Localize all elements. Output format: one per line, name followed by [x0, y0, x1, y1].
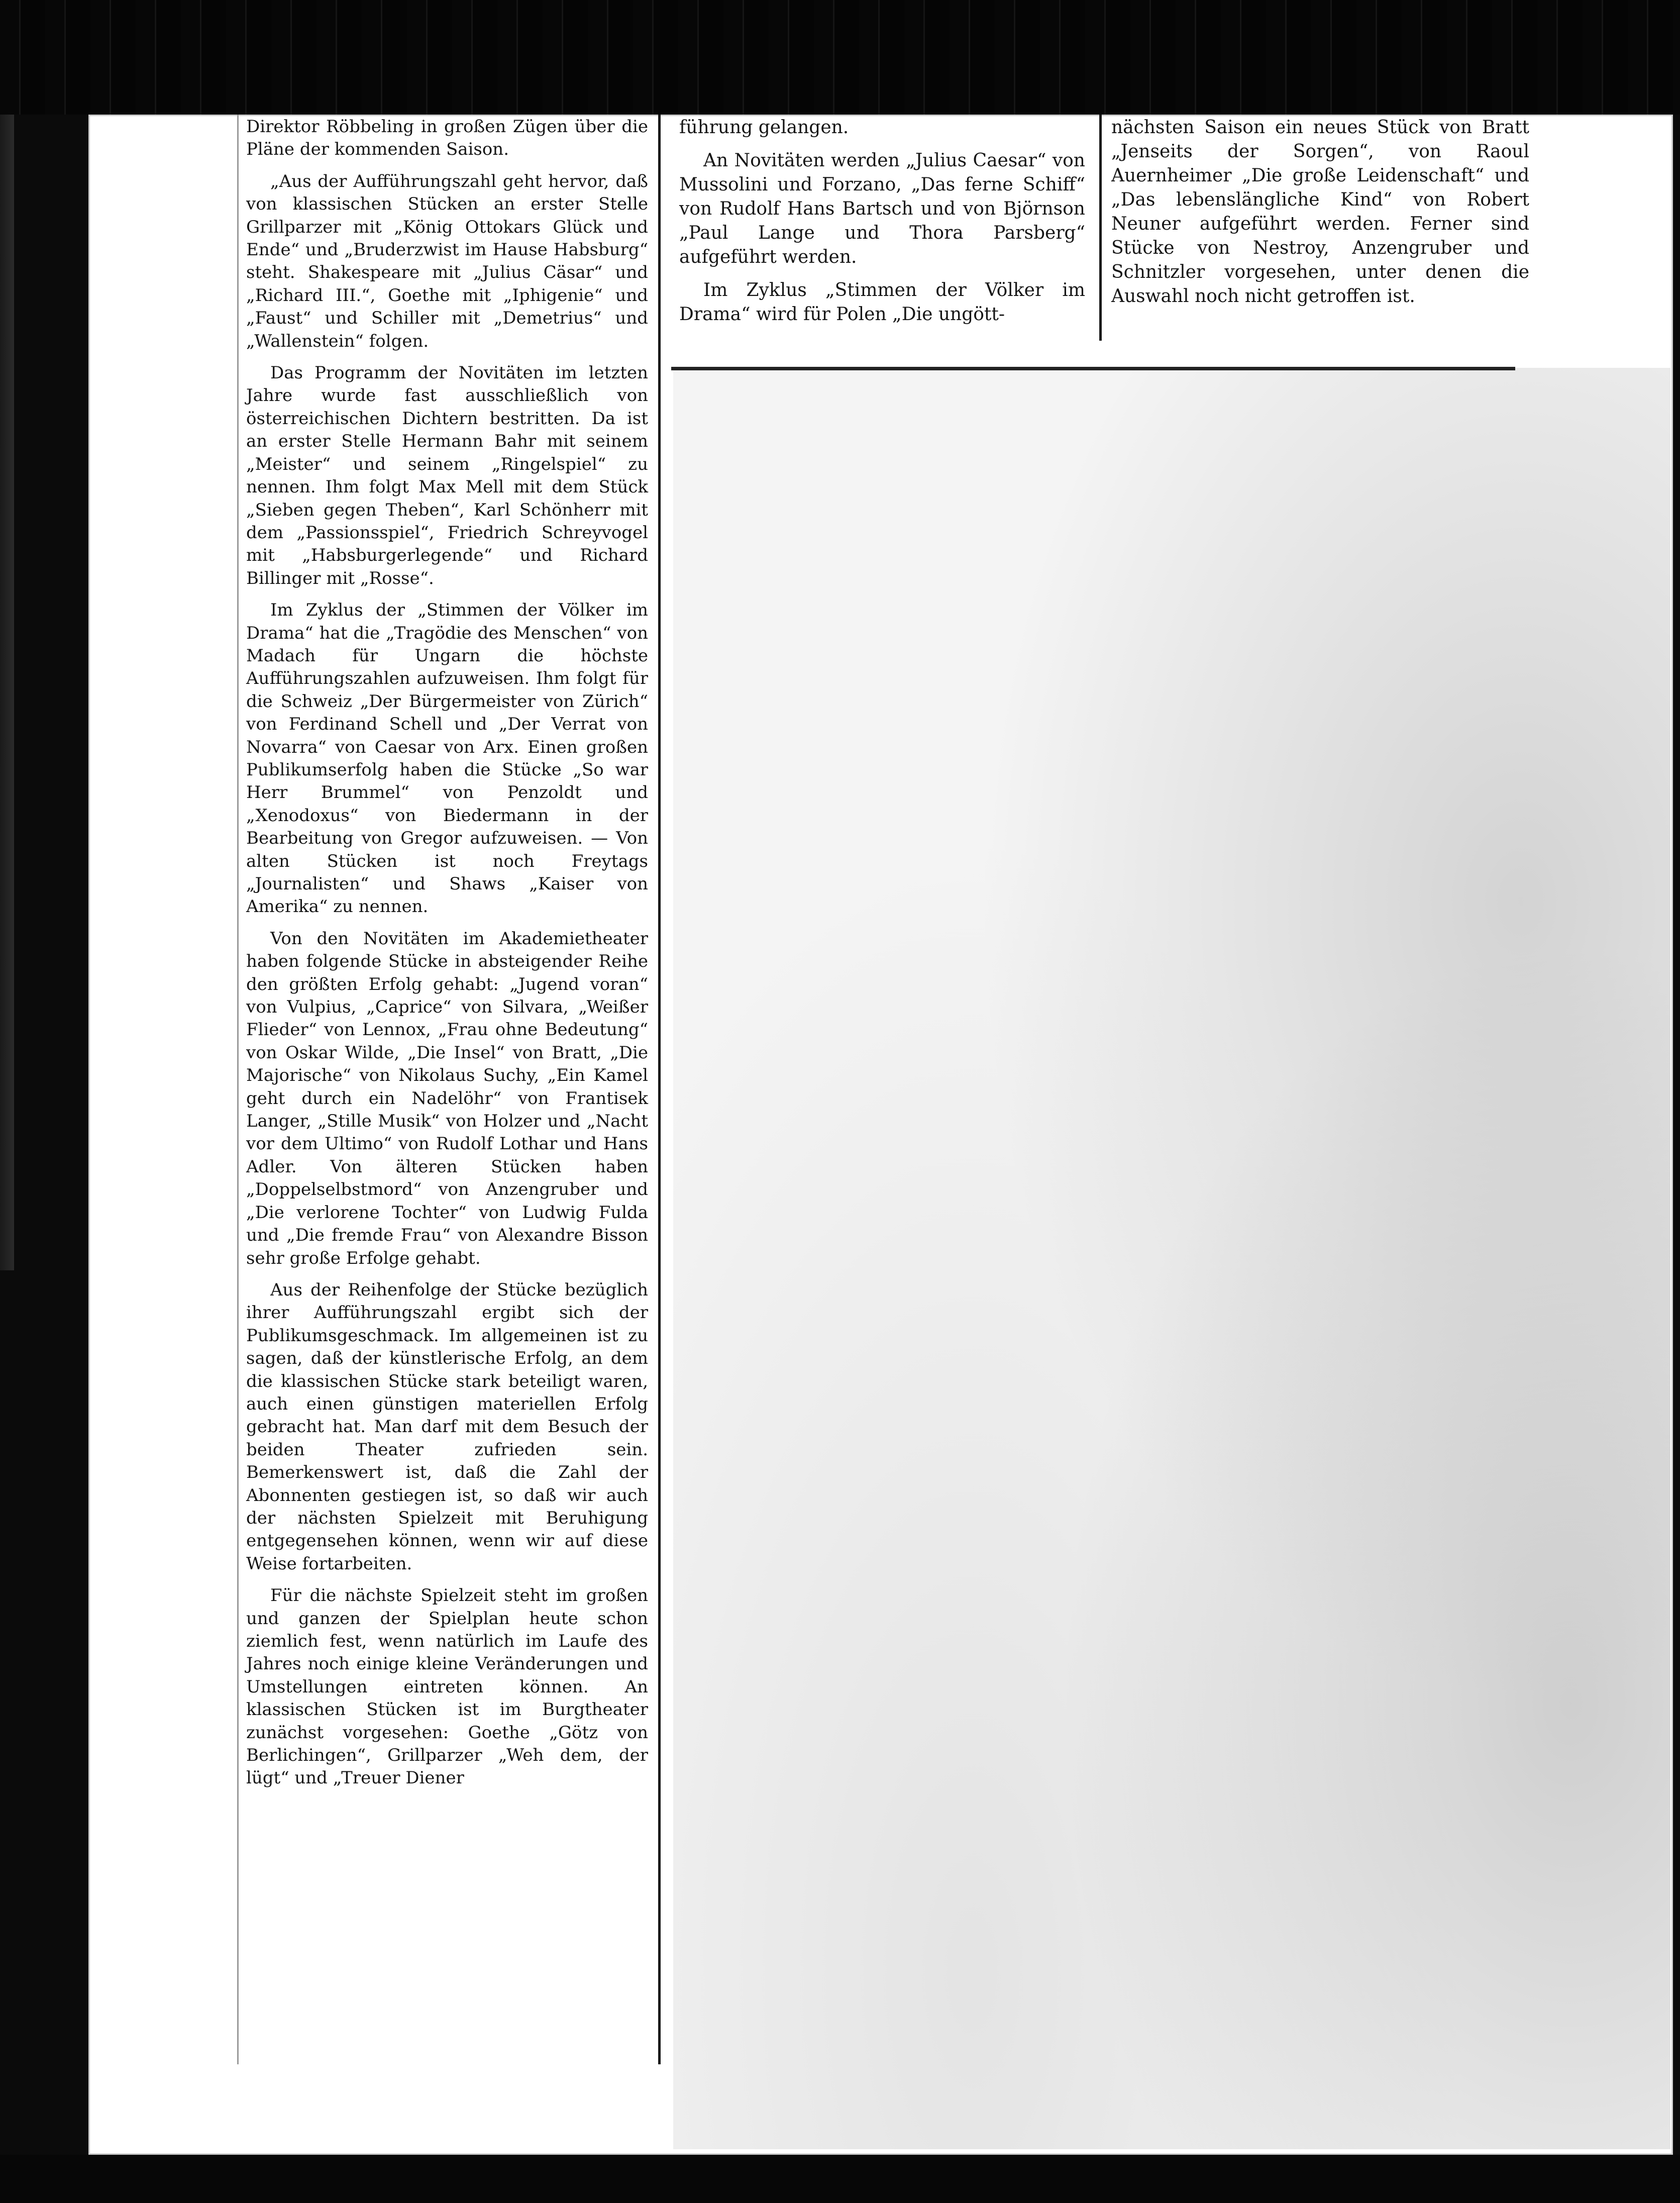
paragraph: Für die nächste Spielzeit steht im großen und ganzen der Spielplan heute schon ziemlich fest, wenn natürlich im Laufe des Jahres noch einige kleine Veränderungen und Umstellungen eintreten können. An klassischen Stücken ist im Burgtheater zunächst vorgesehen: Goethe „Götz von Berlichingen“, Grillparzer „Weh dem, der lügt“ und „Treuer Diener: [246, 1585, 648, 1788]
article-column-middle: [679, 116, 1085, 327]
paragraph: „Aus der Aufführungszahl geht hervor, daß von klassischen Stücken an erster Stelle Grillparzer mit „König Ottokars Glück und Ende“ und „Bruderzwist im Hause Habsburg“ steht. Shakespeare mit „Julius Cäsar“ und „Richard III.“, Goethe mit „Iphigenie“ und „Faust“ und Schiller mit „Demetrius“ und „Wallenstein“ folgen.: [246, 171, 648, 351]
section-rule: [671, 367, 1515, 370]
paragraph: Im Zyklus der „Stimmen der Völker im Drama“ hat die „Tragödie des Menschen“ von Madach für Ungarn die höchste Aufführungszahlen aufzuweisen. Ihm folgt für die Schweiz „Der Bürgermeister von Zürich“ von Ferdinand Schell und „Der Verrat von Novarra“ von Caesar von Arx. Einen großen Publikumserfolg haben die Stücke „So war Herr Brummel“ von Penzoldt und „Xenodoxus“ von Biedermann in der Bearbeitung von Gregor aufzuweisen. — Von alten Stücken ist noch Freytags „Journalisten“ und Shaws „Kaiser von Amerika“ zu nennen.: [246, 600, 648, 917]
scan-border-top: [0, 0, 1680, 115]
article-column-right: [1111, 116, 1529, 309]
paragraph: Direktor Röbbeling in großen Zügen über die Pläne der kommenden Saison.: [246, 117, 648, 160]
paragraph: Von den Novitäten im Akademietheater haben folgende Stücke in absteigender Reihe den größten Erfolg gehabt: „Jugend voran“ von Vulpius, „Caprice“ von Silvara, „Weißer Flieder“ von Lennox, „Frau ohne Bedeutung“ von Oskar Wilde, „Die Insel“ von Bratt, „Die Majorische“ von Nikolaus Suchy, „Ein Kamel geht durch ein Nadelöhr“ von Frantisek Langer, „Stille Musik“ von Holzer und „Nacht vor dem Ultimo“ von Rudolf Lothar und Hans Adler. Von älteren Stücken haben „Doppelselbstmord“ von Anzengruber und „Die verlorene Tochter“ von Ludwig Fulda und „Die fremde Frau“ von Alexandre Bisson sehr große Erfolge gehabt.: [246, 928, 648, 1268]
paragraph: Im Zyklus „Stimmen der Völker im Drama“ wird für Polen „Die ungött-: [679, 280, 1085, 325]
paragraph: führung gelangen.: [679, 117, 849, 138]
paragraph: Aus der Reihenfolge der Stücke bezüglich ihrer Aufführungszahl ergibt sich der Publikumsgeschmack. Im allgemeinen ist zu sagen, daß der künstlerische Erfolg, an dem die klassischen Stücke stark beteiligt waren, auch einen günstigen materiellen Erfolg gebracht hat. Man darf mit dem Besuch der beiden Theater zufrieden sein. Bemerkenswert ist, daß die Zahl der Abonnenten gestiegen ist, so daß wir auch der nächsten Spielzeit mit Beruhigung entgegensehen können, wenn wir auf diese Weise fortarbeiten.: [246, 1279, 648, 1574]
scan-border-bottom: [0, 2155, 1680, 2203]
scan-border-left: [0, 115, 14, 1270]
column-rule-right: [1099, 115, 1102, 341]
column-rule-left: [658, 115, 661, 2064]
paragraph: An Novitäten werden „Julius Caesar“ von Mussolini und Forzano, „Das ferne Schiff“ von Rudolf Hans Bartsch und von Björnson „Paul Lange und Thora Parsberg“ aufgeführt werden.: [679, 150, 1085, 267]
blank-page-area: [673, 368, 1670, 2149]
clipping-edge: [237, 115, 239, 2064]
paragraph: nächsten Saison ein neues Stück von Bratt „Jenseits der Sorgen“, von Raoul Auernheimer „Die große Leidenschaft“ und „Das lebenslängliche Kind“ von Robert Neuner aufgeführt werden. Ferner sind Stücke von Nestroy, Anzengruber und Schnitzler vorgesehen, unter denen die Auswahl noch nicht getroffen ist.: [1111, 117, 1529, 307]
paragraph: Das Programm der Novitäten im letzten Jahre wurde fast ausschließlich von österreichischen Dichtern bestritten. Da ist an erster Stelle Hermann Bahr mit seinem „Meister“ und seinem „Ringelspiel“ zu nennen. Ihm folgt Max Mell mit dem Stück „Sieben gegen Theben“, Karl Schönherr mit dem „Passionsspiel“, Friedrich Schreyvogel mit „Habsburgerlegende“ und Richard Billinger mit „Rosse“.: [246, 363, 648, 588]
article-column-main: [246, 116, 648, 1790]
